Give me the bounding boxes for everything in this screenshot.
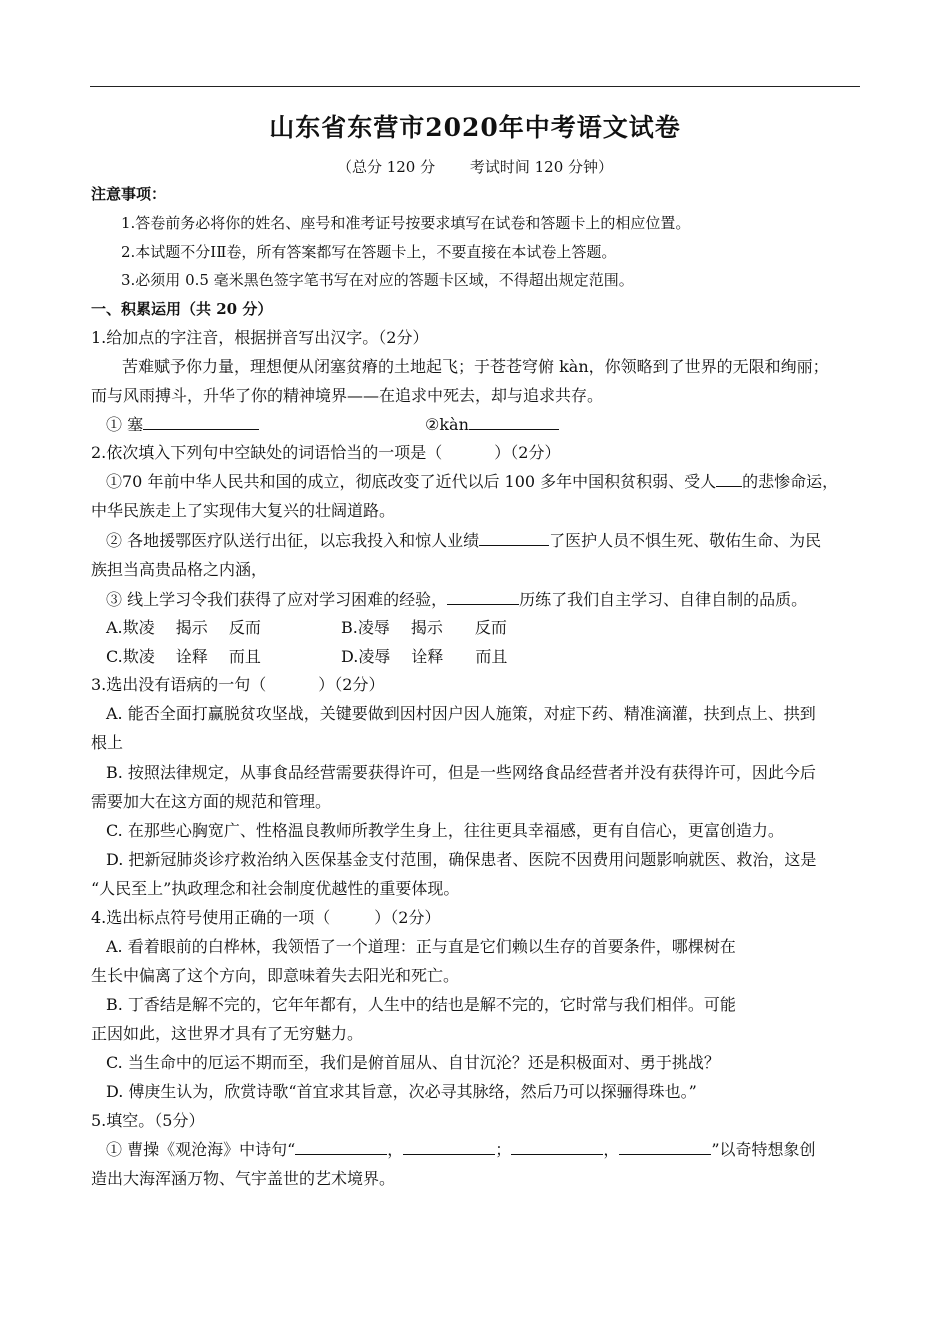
q1-blank-b[interactable]	[469, 415, 559, 430]
q1-passage-line-1: 苦难赋予你力量，理想便从闭塞贫瘠的土地起飞；于苍苍穹俯 kàn，你领略到了世界的无限和绚丽；	[122, 357, 829, 376]
q5-l1-text: ① 曹操《观沧海》中诗句“	[106, 1140, 296, 1159]
q2-s1-blank[interactable]	[716, 472, 742, 487]
q5-l1-text-end: ”以奇特想象创	[711, 1140, 816, 1159]
q3-option-a-line-2: 根上	[91, 733, 124, 752]
q2-stem-text: 2.依次填入下列句中空缺处的词语恰当的一项是（	[91, 443, 443, 462]
q2-s2-text: ② 各地援鄂医疗队送行出征，以忘我投入和惊人业绩	[106, 531, 480, 550]
q5-blank-2[interactable]	[403, 1140, 495, 1155]
exam-subtitle: （总分 120 分 考试时间 120 分钟）	[336, 158, 614, 176]
notice-item-3: 3.必须用 0.5 毫米黑色签字笔书写在对应的答题卡区域，不得超出规定范围。	[121, 271, 634, 289]
q4-option-c[interactable]: C. 当生命中的厄运不期而至，我们是俯首屈从、自甘沉沦？还是积极面对、勇于挑战？	[106, 1053, 720, 1072]
notice-item-2: 2.本试题不分ⅠⅡ卷，所有答案都写在答题卡上，不要直接在本试卷上答题。	[121, 243, 617, 261]
q4-stem-text: 4.选出标点符号使用正确的一项（	[91, 908, 331, 927]
q2-option-c[interactable]: C.欺凌 诠释 而且	[106, 647, 261, 666]
q4-option-a-line-2: 生长中偏离了这个方向，即意味着失去阳光和死亡。	[91, 966, 460, 985]
q4-stem-score: ）（2分）	[374, 908, 441, 927]
q2-s2-line-2: 族担当高贵品格之内涵，	[91, 560, 268, 579]
q2-s3-blank[interactable]	[447, 590, 519, 605]
q4-option-b-line-2: 正因如此，这世界才具有了无穷魅力。	[91, 1024, 364, 1043]
q4-stem	[91, 908, 440, 928]
q5-blank-4[interactable]	[619, 1140, 711, 1155]
q2-sentence-1	[106, 472, 838, 492]
q3-option-d-line-2: “人民至上”执政理念和社会制度优越性的重要体现。	[91, 879, 460, 898]
q2-s1-text: ①70 年前中华人民共和国的成立，彻底改变了近代以后 100 多年中国积贫积弱、受人	[106, 472, 717, 491]
q2-sentence-2	[106, 531, 821, 551]
q2-option-a[interactable]: A.欺凌 揭示 反而	[106, 618, 261, 637]
q3-option-a[interactable]: A. 能否全面打赢脱贫攻坚战，关键要做到因村因户因人施策，对症下药、精准滴灌，扶到点上、拱到	[106, 704, 816, 723]
notice-heading: 注意事项：	[91, 185, 167, 203]
q1-stem: 1.给加点的字注音，根据拼音写出汉字。（2分）	[91, 328, 429, 347]
q3-stem-text: 3.选出没有语病的一句（	[91, 675, 267, 694]
q5-line-1	[106, 1140, 816, 1160]
q5-sep-3: ，	[603, 1140, 620, 1159]
q1-passage-line-2: 而与风雨搏斗，升华了你的精神境界——在追求中死去，却与追求共存。	[91, 386, 604, 405]
q3-option-b-line-2: 需要加大在这方面的规范和管理。	[91, 792, 332, 811]
q1-blank-a[interactable]	[143, 415, 259, 430]
q3-option-d[interactable]: D. 把新冠肺炎诊疗救治纳入医保基金支付范围，确保患者、医院不因费用问题影响就医、救治，这是	[106, 850, 817, 869]
q2-s1-text-end: 的悲惨命运，	[742, 472, 839, 491]
q2-stem	[91, 443, 560, 463]
q2-s1-line-2: 中华民族走上了实现伟大复兴的壮阔道路。	[91, 501, 396, 520]
q4-option-a[interactable]: A. 看着眼前的白桦林，我领悟了一个道理：正与直是它们赖以生存的首要条件，哪棵树在	[106, 937, 736, 956]
q3-stem-score: ）（2分）	[318, 675, 385, 694]
q4-option-d[interactable]: D. 傅庚生认为，欣赏诗歌“首宜求其旨意，次必寻其脉络，然后乃可以探骊得珠也。”	[106, 1082, 697, 1101]
q3-option-b[interactable]: B. 按照法律规定，从事食品经营需要获得许可，但是一些网络食品经营者并没有获得许可，因此今后	[106, 763, 816, 782]
q2-s3-text: ③ 线上学习令我们获得了应对学习困难的经验，	[106, 590, 448, 609]
q1-answer-row-b	[425, 415, 559, 435]
q3-stem	[91, 675, 384, 695]
q2-s2-blank[interactable]	[479, 531, 549, 546]
notice-item-1: 1.答卷前务必将你的姓名、座号和准考证号按要求填写在试卷和答题卡上的相应位置。	[121, 214, 691, 232]
q4-option-b[interactable]: B. 丁香结是解不完的，它年年都有，人生中的结也是解不完的，它时常与我们相伴。可能	[106, 995, 736, 1014]
q5-sep-2: ；	[495, 1140, 512, 1159]
q3-option-c[interactable]: C. 在那些心胸宽广、性格温良教师所教学生身上，往往更具幸福感，更有自信心，更富创造力。	[106, 821, 784, 840]
q1-item-b-label: ②kàn	[425, 415, 469, 434]
exam-title: 山东省东营市2020年中考语文试卷	[269, 113, 681, 142]
q2-s2-text-end: 了医护人员不惧生死、敬佑生命、为民	[549, 531, 822, 550]
section-heading: 一、积累运用（共 20 分）	[91, 300, 273, 318]
q5-stem: 5.填空。（5分）	[91, 1111, 205, 1130]
q2-option-d[interactable]: D.凌辱 诠释 而且	[341, 647, 508, 666]
q5-blank-3[interactable]	[511, 1140, 603, 1155]
q2-s3-text-end: 历练了我们自主学习、自律自制的品质。	[519, 590, 808, 609]
q1-answer-row	[106, 415, 259, 435]
q5-line-2: 造出大海浑涵万物、气宇盖世的艺术境界。	[91, 1169, 396, 1188]
header-rule	[90, 86, 860, 87]
q1-item-a-label: ① 塞	[106, 415, 144, 434]
q2-sentence-3	[106, 590, 807, 610]
q2-option-b[interactable]: B.凌辱 揭示 反而	[341, 618, 507, 637]
q2-stem-score: ）（2分）	[494, 443, 561, 462]
q5-sep-1: ，	[387, 1140, 404, 1159]
q5-blank-1[interactable]	[295, 1140, 387, 1155]
